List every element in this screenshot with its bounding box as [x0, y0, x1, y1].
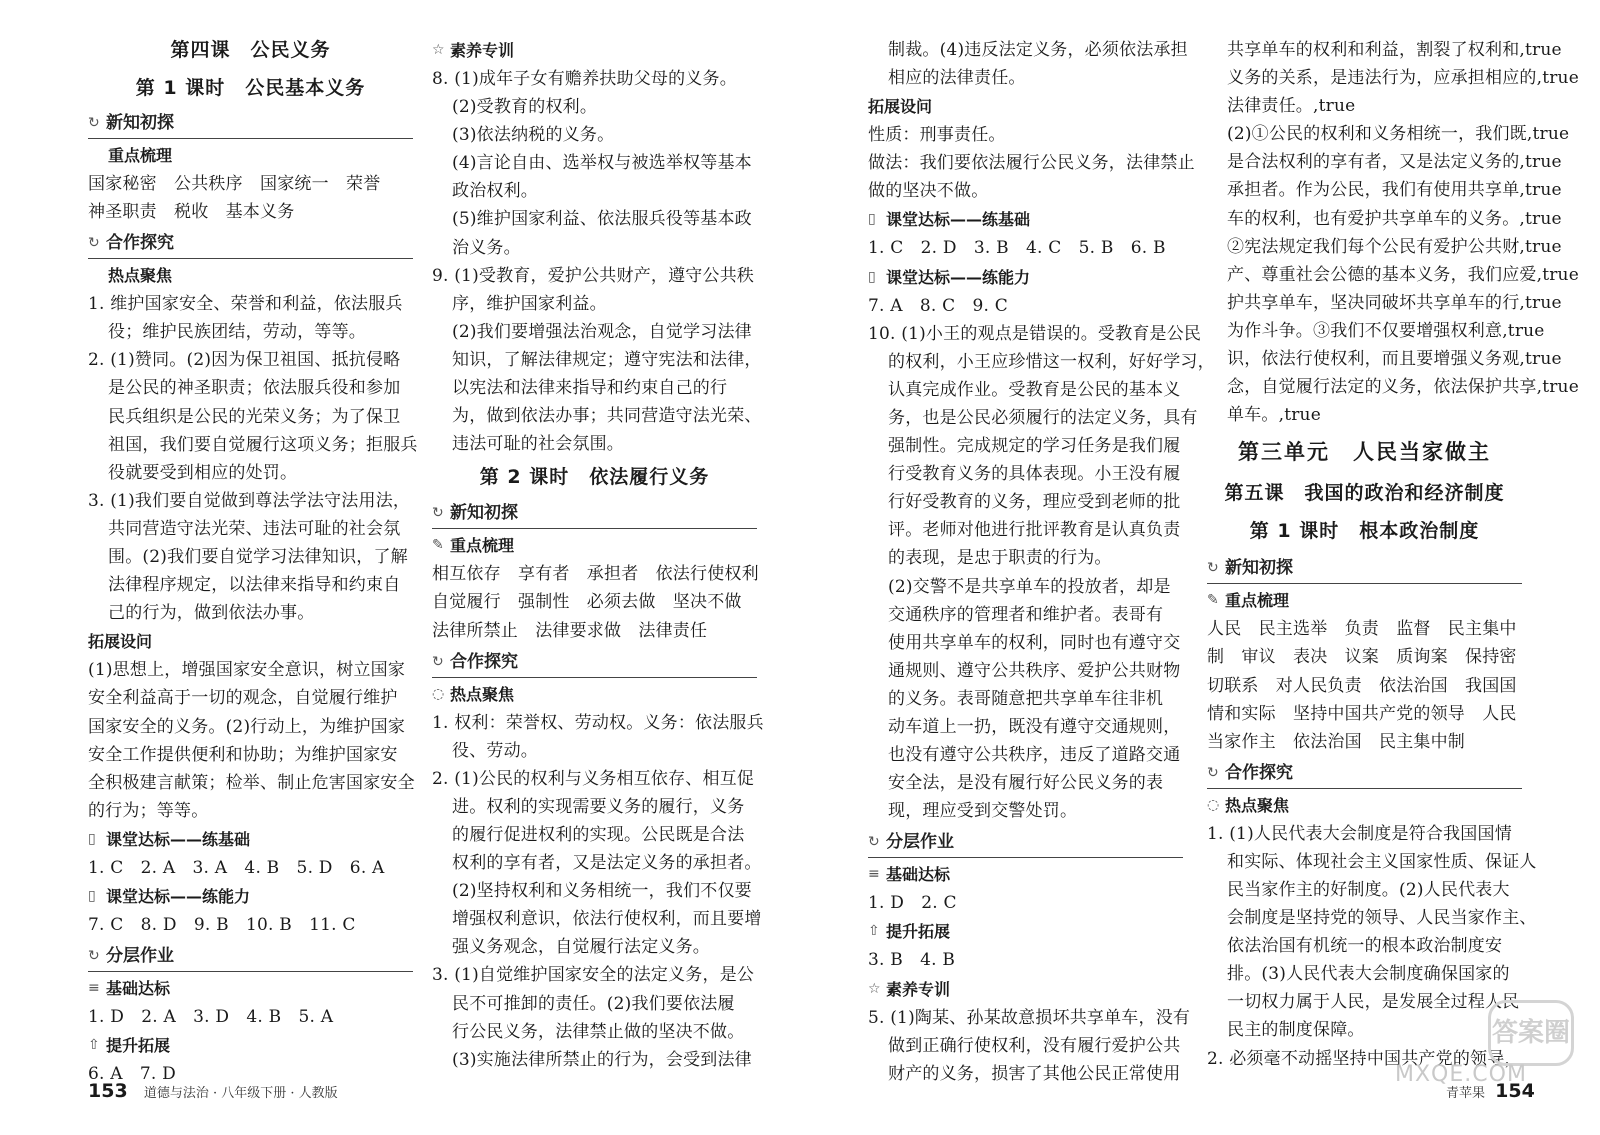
section-marker-icon: ↻ — [88, 948, 100, 965]
subheading: ◌ 热点聚焦 — [1207, 791, 1522, 820]
subheading: ≡ 基础达标 — [868, 860, 1183, 889]
answer-text-line: 役就要受到相应的处罚。 — [108, 462, 298, 483]
section-header: ↻ 合作探究 — [432, 647, 757, 678]
answer-text-line: (2)①公民的权利和义务相统一，我们既,true — [1227, 124, 1570, 145]
subheading: ▯ 课堂达标——练能力 — [868, 263, 1183, 292]
answer-text-line: (2)我们要增强法治观念，自觉学习法律 — [452, 321, 752, 342]
answer-text-line: 民主的制度保障。 — [1227, 1020, 1365, 1041]
subheading: 拓展设问 — [868, 97, 933, 117]
subheading: ≡ 基础达标 — [88, 974, 413, 1003]
answer-line: 6. A 7. D — [88, 1064, 176, 1085]
answer-text-line: 承担者。作为公民，我们有使用共享单,true — [1227, 180, 1562, 201]
answer-text-line: 2. (1)赞同。(2)因为保卫祖国、抵抗侵略 — [88, 350, 401, 371]
section-marker-icon: ↻ — [1207, 560, 1219, 577]
lesson-title: 第四课 公民义务 — [170, 39, 331, 61]
answer-text-line: 违法可耻的社会氛围。 — [452, 434, 624, 455]
section-marker-icon: ↻ — [868, 834, 880, 851]
lesson-title: 第五课 我国的政治和经济制度 — [1224, 482, 1505, 505]
answer-text-line: 的表现，是忠于职责的行为。 — [888, 548, 1112, 569]
column-1 — [88, 30, 418, 1088]
pen-icon: ✎ — [432, 537, 444, 554]
answer-text-line: 共享单车的权利和利益，割裂了权利和,true — [1227, 40, 1562, 60]
answer-text-line: 识，依法行使权利，而且要增强义务观,true — [1227, 349, 1562, 370]
book-title: 道德与法治 · 八年级下册 · 人教版 — [143, 1086, 338, 1101]
period-title: 第 1 课时 根本政治制度 — [1249, 520, 1480, 543]
answer-text-line: 进。权利的实现需要义务的履行，义务 — [452, 796, 745, 817]
book-icon: ▯ — [88, 887, 96, 904]
answer-text-line: 单车。,true — [1227, 405, 1321, 426]
keyword-line: 情和实际 坚持中国共产党的领导 人民 — [1207, 703, 1517, 724]
answer-text-line: 和实际、体现社会主义国家性质、保证人 — [1227, 851, 1537, 872]
answer-text-line: 序，维护国家利益。 — [452, 293, 607, 314]
answer-text-line: 财产的义务，损害了其他公民正常使用 — [888, 1063, 1181, 1084]
book-icon: ▯ — [868, 268, 876, 285]
answer-text-line: (3)依法纳税的义务。 — [452, 125, 615, 146]
stack-icon: ≡ — [88, 980, 100, 997]
arrow-up-icon: ⇧ — [868, 923, 880, 940]
answer-text-line: 会制度是坚持党的领导、人民当家作主、 — [1227, 908, 1537, 929]
answer-text-line: 以宪法和法律来指导和约束自己的行 — [452, 378, 728, 399]
subheading: ⇧ 提升拓展 — [868, 917, 1183, 946]
answer-line: 7. A 8. C 9. C — [868, 295, 1008, 316]
answer-text-line: 动车道上一扔，既没有遵守交通规则， — [888, 716, 1181, 737]
answer-text-line: 8. (1)成年子女有赡养扶助父母的义务。 — [432, 69, 737, 89]
section-marker-icon: ↻ — [88, 115, 100, 131]
answer-text-line: 依法治国有机统一的根本政治制度安 — [1227, 936, 1503, 957]
keyword-line: 相互依存 享有者 承担者 依法行使权利 — [432, 564, 759, 585]
answer-text-line: 10. (1)小王的观点是错误的。受教育是公民 — [868, 323, 1202, 344]
book-icon: ▯ — [868, 211, 876, 228]
publisher-mark: 青苹果 — [1446, 1086, 1486, 1101]
keyword-line: 人民 民主选举 负责 监督 民主集中 — [1207, 619, 1517, 640]
subheading: ▯ 课堂达标——练基础 — [88, 825, 413, 854]
answer-text-line: 民不可推卸的责任。(2)我们要依法履 — [452, 993, 735, 1014]
answer-text-line: 的权利，小王应珍惜这一权利，好好学习， — [888, 351, 1215, 372]
answer-text-line: 交通秩序的管理者和维护者。表哥有 — [888, 604, 1164, 625]
subheading: ✎ 重点梳理 — [1207, 586, 1522, 615]
answer-text-line: 1. (1)人民代表大会制度是符合我国国情 — [1207, 823, 1512, 844]
keyword-line: 法律所禁止 法律要求做 法律责任 — [432, 620, 708, 641]
answer-text-line: 己的行为，做到依法办事。 — [108, 603, 315, 624]
footer-left — [88, 1080, 338, 1102]
answer-text-line: (2)坚持权利和义务相统一，我们不仅要 — [452, 881, 752, 902]
answer-text-line: 行受教育义务的具体表现。小王没有履 — [888, 464, 1181, 485]
keyword-line: 切联系 对人民负责 依法治国 我国国 — [1207, 675, 1517, 696]
subheading: ▯ 课堂达标——练基础 — [868, 205, 1183, 234]
section-marker-icon: ↻ — [1207, 764, 1219, 781]
section-header: ↻ 新知初探 — [1207, 553, 1522, 584]
answer-text-line: 民当家作主的好制度。(2)人民代表大 — [1227, 879, 1510, 900]
subheading: 热点聚焦 — [108, 266, 173, 286]
answer-text-line: 评。老师对他进行批评教育是认真负责 — [888, 520, 1181, 541]
answer-text-line: 使用共享单车的权利，同时也有遵守交 — [888, 632, 1181, 653]
answer-text-line: 强制性。完成规定的学习任务是我们履 — [888, 436, 1181, 457]
answer-text-line: 现，理应受到交警处罚。 — [888, 801, 1078, 822]
answer-text-line: 3. (1)我们要自觉做到尊法学法守法用法， — [88, 490, 411, 511]
arrow-up-icon: ⇧ — [88, 1037, 100, 1054]
answer-text-line: 2. 必须毫不动摇坚持中国共产党的领导， — [1207, 1048, 1522, 1069]
answer-text-line: 行好受教育的义务，理应受到老师的批 — [888, 492, 1181, 513]
answer-text-line: 做法：我们要依法履行公民义务，法律禁止 — [868, 153, 1195, 174]
star-icon: ☆ — [432, 42, 445, 58]
answer-text-line: 做的坚决不做。 — [868, 181, 989, 202]
answer-text-line: 一切权力属于人民，是发展全过程人民 — [1227, 992, 1520, 1013]
answer-text-line: 是公民的神圣职责；依法服兵役和参加 — [108, 378, 401, 399]
flame-icon: ◌ — [432, 685, 445, 702]
section-marker-icon: ↻ — [88, 235, 100, 252]
answer-text-line: 也没有遵守公共秩序，违反了道路交通 — [888, 745, 1181, 766]
section-header: ↻ 新知初探 — [432, 498, 757, 529]
answer-text-line: 为，做到依法办事；共同营造守法光荣、 — [452, 406, 762, 427]
answer-text-line: 强义务观念，自觉履行法定义务。 — [452, 937, 710, 958]
answer-text-line: 役；维护民族团结，劳动，等等。 — [108, 322, 366, 343]
answer-text-line: 排。(3)人民代表大会制度确保国家的 — [1227, 964, 1510, 985]
column-3 — [868, 36, 1215, 1088]
answer-line: 1. D 2. A 3. D 4. B 5. A — [88, 1007, 334, 1028]
answer-text-line: 1. 维护国家安全、荣誉和利益，依法服兵 — [88, 294, 403, 315]
answer-text-line: ②宪法规定我们每个公民有爱护公共财,true — [1227, 236, 1562, 257]
pen-icon: ✎ — [1207, 592, 1219, 609]
flame-icon: ◌ — [1207, 796, 1220, 813]
keyword-line: 自觉履行 强制性 必须去做 坚决不做 — [432, 592, 742, 613]
answer-line: 1. C 2. A 3. A 4. B 5. D 6. A — [88, 857, 385, 878]
answer-text-line: 相应的法律责任。 — [888, 68, 1026, 89]
subheading: ▯ 课堂达标——练能力 — [88, 882, 413, 911]
answer-text-line: 性质：刑事责任。 — [868, 125, 1006, 146]
answer-text-line: 通规则、遵守公共秩序、爱护公共财物 — [888, 660, 1181, 681]
answer-text-line: (5)维护国家利益、依法服兵役等基本政 — [452, 209, 752, 230]
period-title: 第 1 课时 公民基本义务 — [135, 77, 366, 99]
answer-text-line: 认真完成作业。受教育是公民的基本义 — [888, 379, 1181, 400]
watermark-text: MXQE.COM — [1395, 1062, 1527, 1087]
star-icon: ☆ — [868, 980, 881, 997]
answer-text-line: 的行为；等等。 — [88, 800, 209, 821]
answer-text-line: 义务的关系，是违法行为，应承担相应的,true — [1227, 68, 1579, 89]
subheading: ◌ 热点聚焦 — [432, 680, 757, 709]
answer-text-line: 治义务。 — [452, 237, 521, 258]
subheading: ⇧ 提升拓展 — [88, 1031, 413, 1060]
answer-text-line: 政治权利。 — [452, 181, 538, 202]
stack-icon: ≡ — [868, 866, 880, 883]
answer-text-line: 共同营造守法光荣、违法可耻的社会氛 — [108, 518, 401, 539]
watermark-logo: 答案圈 — [1488, 1000, 1574, 1066]
answer-text-line: 的履行促进权利的实现。公民既是合法 — [452, 824, 745, 845]
answer-line: 3. B 4. B — [868, 950, 956, 971]
answer-text-line: 9. (1)受教育，爱护公共财产，遵守公共秩 — [432, 265, 755, 286]
answer-text-line: 2. (1)公民的权利与义务相互依存、相互促 — [432, 768, 755, 789]
answer-text-line: 安全法，是没有履行好公民义务的表 — [888, 773, 1164, 794]
answer-text-line: 法律责任。,true — [1227, 96, 1356, 117]
answer-text-line: (2)受教育的权利。 — [452, 97, 598, 118]
keyword-line: 当家作主 依法治国 民主集中制 — [1207, 731, 1465, 752]
answer-text-line: 5. (1)陶某、孙某故意损坏共享单车，没有 — [868, 1007, 1191, 1028]
section-header: ↻ 分层作业 — [88, 941, 413, 972]
section-header: ↻ 合作探究 — [1207, 758, 1522, 789]
answer-text-line: 车的权利，也有爱护共享单车的义务。,true — [1227, 208, 1562, 229]
section-marker-icon: ↻ — [432, 505, 444, 522]
section-header: ↻ 新知初探 — [88, 108, 413, 139]
book-icon: ▯ — [88, 830, 96, 847]
answer-text-line: 增强权利意识，依法行使权利，而且要增 — [452, 909, 762, 930]
answer-text-line: (1)思想上，增强国家安全意识，树立国家 — [88, 660, 406, 681]
answer-line: 1. D 2. C — [868, 893, 957, 914]
column-2 — [432, 36, 764, 1074]
answer-text-line: 务，也是公民必须履行的法定义务，具有 — [888, 407, 1198, 428]
section-header: ↻ 合作探究 — [88, 228, 413, 259]
answer-text-line: 制裁。(4)违反法定义务，必须依法承担 — [888, 40, 1188, 60]
answer-text-line: 的义务。表哥随意把共享单车往非机 — [888, 688, 1164, 709]
section-marker-icon: ↻ — [432, 653, 444, 670]
page-number: 154 — [1495, 1080, 1535, 1102]
answer-text-line: 祖国，我们要自觉履行这项义务；拒服兵 — [108, 434, 418, 455]
answer-text-line: 围。(2)我们要自觉学习法律知识，了解 — [108, 547, 408, 568]
answer-text-line: 安全利益高于一切的观念，自觉履行维护 — [88, 688, 398, 709]
answer-text-line: 3. (1)自觉维护国家安全的法定义务，是公 — [432, 965, 755, 986]
keyword-line: 制 审议 表决 议案 质询案 保持密 — [1207, 647, 1517, 668]
answer-text-line: 为作斗争。③我们不仅要增强权利意,true — [1227, 320, 1545, 341]
answer-text-line: (4)言论自由、选举权与被选举权等基本 — [452, 153, 752, 174]
answer-text-line: 法律程序规定，以法律来指导和约束自 — [108, 575, 401, 596]
answer-text-line: 做到正确行使权利，没有履行爱护公共 — [888, 1035, 1181, 1056]
answer-text-line: 国家安全的义务。(2)行动上，为维护国家 — [88, 716, 406, 737]
section-header: ↻ 分层作业 — [868, 827, 1183, 858]
answer-text-line: 行公民义务，法律禁止做的坚决不做。 — [452, 1021, 745, 1042]
answer-text-line: (2)交警不是共享单车的投放者，却是 — [888, 576, 1171, 597]
answer-text-line: 产、尊重社会公德的基本义务，我们应爱,true — [1227, 264, 1579, 285]
answer-text-line: 护共享单车，坚决同破坏共享单车的行,true — [1227, 292, 1562, 313]
keyword-line: 神圣职责 税收 基本义务 — [88, 202, 295, 223]
subheading: ☆ 素养专训 — [868, 975, 1183, 1004]
answer-text-line: 是合法权利的享有者，又是法定义务的,true — [1227, 152, 1562, 173]
keyword-line: 国家秘密 公共秩序 国家统一 荣誉 — [88, 174, 381, 194]
answer-line: 1. C 2. D 3. B 4. C 5. B 6. B — [868, 238, 1166, 259]
answer-text-line: 权利的享有者，又是法定义务的承担者。 — [452, 853, 762, 874]
subheading: 重点梳理 — [108, 146, 173, 165]
answer-text-line: 民兵组织是公民的光荣义务；为了保卫 — [108, 406, 401, 427]
answer-text-line: 知识，了解法律规定；遵守宪法和法律， — [452, 349, 762, 370]
answer-text-line: 全积极建言献策；检举、制止危害国家安全 — [88, 772, 415, 793]
period-title: 第 2 课时 依法履行义务 — [479, 466, 710, 489]
answer-text-line: 安全工作提供便利和协助；为维护国家安 — [88, 744, 398, 765]
answer-text-line: (3)实施法律所禁止的行为，会受到法律 — [452, 1049, 752, 1070]
page-number: 153 — [88, 1080, 128, 1102]
answer-text-line: 念，自觉履行法定的义务，依法保护共享,true — [1227, 377, 1579, 398]
answer-line: 7. C 8. D 9. B 10. B 11. C — [88, 914, 356, 935]
subheading: 拓展设问 — [88, 632, 153, 652]
answer-text-line: 1. 权利：荣誉权、劳动权。义务：依法服兵 — [432, 712, 764, 733]
answer-text-line: 役、劳动。 — [452, 740, 538, 761]
subheading: ✎ 重点梳理 — [432, 531, 757, 560]
unit-title: 第三单元 人民当家做主 — [1238, 440, 1491, 465]
subheading: ☆ 素养专训 — [432, 36, 757, 65]
